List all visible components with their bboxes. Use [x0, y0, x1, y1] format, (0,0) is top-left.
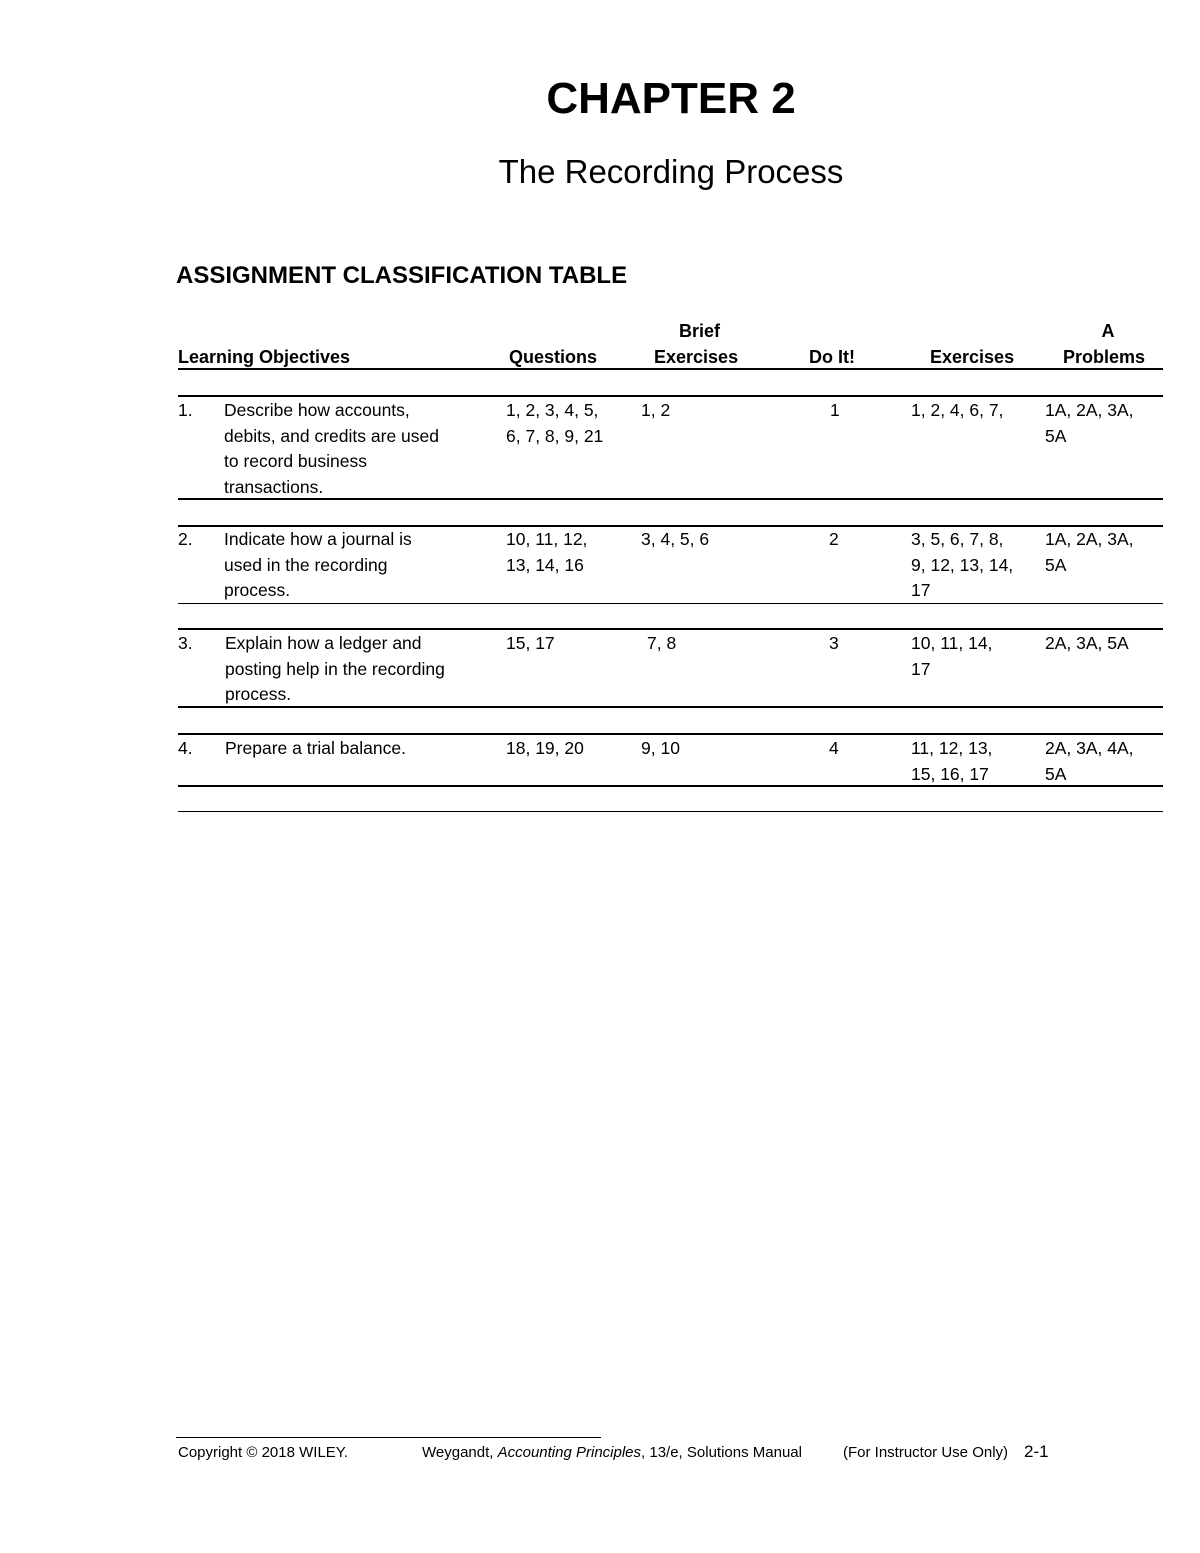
row-exercises: 1, 2, 4, 6, 7,	[911, 400, 1004, 420]
row-problems: 2A, 3A, 4A, 5A	[1045, 738, 1134, 784]
header-exercises: Exercises	[930, 347, 1015, 367]
header-learning-objectives: Learning Objectives	[178, 347, 351, 367]
row-exercises: 10, 11, 14, 17	[911, 633, 993, 679]
row-rule-top-4	[178, 733, 1163, 735]
header-brief-top: Brief	[678, 321, 720, 341]
row-rule-top-1	[178, 395, 1163, 397]
header-a-top: A	[1101, 321, 1115, 341]
footer-rule	[176, 1437, 601, 1438]
header-questions: Questions	[509, 347, 598, 367]
row-number: 1.	[178, 400, 193, 420]
row-problems: 1A, 2A, 3A, 5A	[1045, 400, 1134, 446]
row-do-it: 4	[829, 738, 839, 758]
row-questions: 10, 11, 12, 13, 14, 16	[506, 529, 588, 575]
chapter-subtitle: The Recording Process	[498, 153, 844, 190]
section-title: ASSIGNMENT CLASSIFICATION TABLE	[176, 262, 628, 289]
row-rule-top-3	[178, 628, 1163, 630]
row-do-it: 2	[829, 529, 839, 549]
row-brief-exercises: 1, 2	[641, 400, 671, 420]
header-a-problems: Problems	[1063, 347, 1146, 367]
page-number: 2-1	[1024, 1442, 1049, 1461]
footer-book-title: Accounting Principles	[497, 1444, 642, 1461]
row-number: 3.	[178, 633, 193, 653]
row-objective: Prepare a trial balance.	[225, 738, 406, 758]
row-do-it: 3	[829, 633, 839, 653]
row-objective: Describe how accounts, debits, and credits are used to record business transactions.	[224, 400, 439, 498]
row-questions: 1, 2, 3, 4, 5, 6, 7, 8, 9, 21	[506, 400, 604, 446]
row-do-it: 1	[830, 400, 840, 420]
row-rule-bottom-4	[178, 785, 1163, 787]
row-exercises: 11, 12, 13, 15, 16, 17	[911, 738, 993, 784]
row-objective: Indicate how a journal is used in the recording process.	[224, 529, 412, 601]
footer-author: Weygandt,	[422, 1444, 498, 1461]
row-problems: 2A, 3A, 5A	[1045, 633, 1129, 653]
row-brief-exercises: 3, 4, 5, 6	[641, 529, 710, 549]
row-brief-exercises: 7, 8	[647, 633, 677, 653]
table-end-rule	[178, 811, 1163, 812]
chapter-heading: CHAPTER 2	[546, 74, 796, 123]
row-number: 2.	[178, 529, 193, 549]
footer-citation	[422, 1444, 802, 1461]
row-number: 4.	[178, 738, 193, 758]
row-objective: Explain how a ledger and posting help in the recording process.	[225, 633, 445, 705]
header-brief-bottom: Exercises	[654, 347, 739, 367]
header-do-it: Do It!	[809, 347, 855, 367]
footer-copyright: Copyright © 2018 WILEY.	[178, 1444, 349, 1461]
row-brief-exercises: 9, 10	[641, 738, 680, 758]
row-exercises: 3, 5, 6, 7, 8, 9, 12, 13, 14, 17	[911, 529, 1014, 601]
row-questions: 15, 17	[506, 633, 555, 653]
header-rule	[178, 368, 1163, 370]
row-questions: 18, 19, 20	[506, 738, 584, 758]
footer-edition: , 13/e, Solutions Manual	[641, 1444, 802, 1461]
footer-usage-note: (For Instructor Use Only)	[843, 1444, 1009, 1461]
row-problems: 1A, 2A, 3A, 5A	[1045, 529, 1134, 575]
